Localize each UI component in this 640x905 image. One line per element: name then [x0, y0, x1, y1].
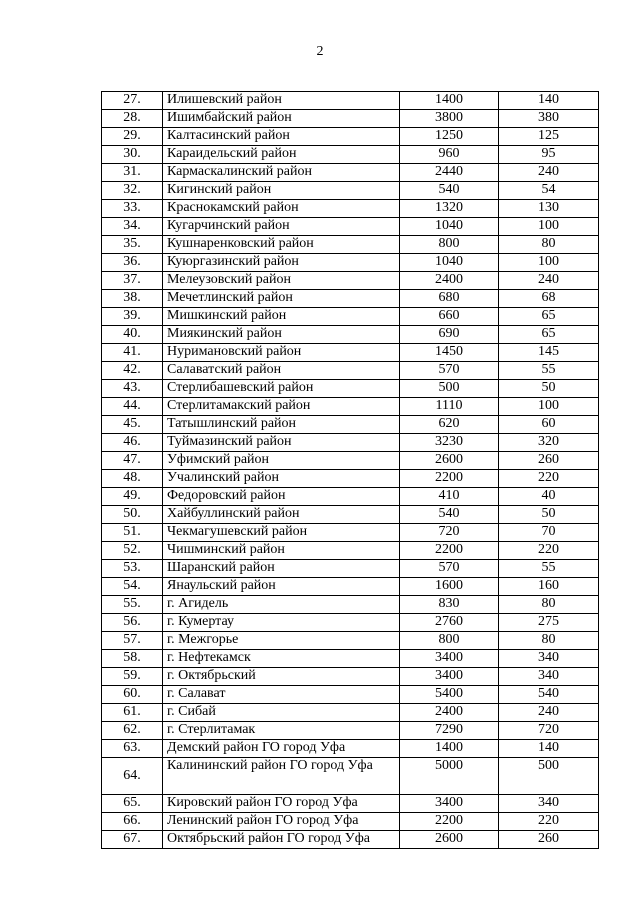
- district-name: Ленинский район ГО город Уфа: [163, 813, 400, 831]
- value-1: 1040: [400, 218, 499, 236]
- value-1: 7290: [400, 722, 499, 740]
- row-number: 67.: [102, 831, 163, 849]
- value-1: 690: [400, 326, 499, 344]
- row-number: 45.: [102, 416, 163, 434]
- value-2: 240: [499, 704, 599, 722]
- table-row: [102, 470, 599, 488]
- table-row: [102, 686, 599, 704]
- value-1: 2400: [400, 272, 499, 290]
- value-2: 540: [499, 686, 599, 704]
- table-row: [102, 380, 599, 398]
- district-name: г. Октябрьский: [163, 668, 400, 686]
- row-number: 57.: [102, 632, 163, 650]
- district-name: Караидельский район: [163, 146, 400, 164]
- district-name: Нуримановский район: [163, 344, 400, 362]
- row-number: 27.: [102, 92, 163, 110]
- value-1: 2760: [400, 614, 499, 632]
- value-2: 65: [499, 326, 599, 344]
- value-1: 2600: [400, 452, 499, 470]
- value-1: 570: [400, 362, 499, 380]
- district-name: г. Межгорье: [163, 632, 400, 650]
- value-1: 410: [400, 488, 499, 506]
- table-row: [102, 398, 599, 416]
- row-number: 56.: [102, 614, 163, 632]
- row-number: 59.: [102, 668, 163, 686]
- table-row: [102, 650, 599, 668]
- value-1: 660: [400, 308, 499, 326]
- table-row: [102, 218, 599, 236]
- value-1: 720: [400, 524, 499, 542]
- table-row: [102, 182, 599, 200]
- row-number: 66.: [102, 813, 163, 831]
- table-row: [102, 344, 599, 362]
- table-row: [102, 200, 599, 218]
- value-1: 5400: [400, 686, 499, 704]
- row-number: 51.: [102, 524, 163, 542]
- value-1: 960: [400, 146, 499, 164]
- row-number: 48.: [102, 470, 163, 488]
- page-number: 2: [316, 44, 324, 59]
- table-row: [102, 831, 599, 849]
- value-2: 54: [499, 182, 599, 200]
- value-2: 130: [499, 200, 599, 218]
- row-number: 49.: [102, 488, 163, 506]
- value-1: 1250: [400, 128, 499, 146]
- row-number: 60.: [102, 686, 163, 704]
- table-row: [102, 488, 599, 506]
- row-number: 61.: [102, 704, 163, 722]
- table-row: [102, 92, 599, 110]
- value-1: 570: [400, 560, 499, 578]
- district-name: Калининский район ГО город Уфа: [163, 758, 400, 795]
- value-2: 100: [499, 398, 599, 416]
- value-2: 340: [499, 650, 599, 668]
- district-name: Миякинский район: [163, 326, 400, 344]
- table-row: [102, 668, 599, 686]
- data-table: [101, 91, 599, 849]
- value-1: 1400: [400, 92, 499, 110]
- value-2: 60: [499, 416, 599, 434]
- value-1: 1600: [400, 578, 499, 596]
- table-row: [102, 128, 599, 146]
- row-number: 65.: [102, 795, 163, 813]
- row-number: 29.: [102, 128, 163, 146]
- district-name: Кармаскалинский район: [163, 164, 400, 182]
- value-1: 1400: [400, 740, 499, 758]
- value-2: 220: [499, 470, 599, 488]
- value-2: 80: [499, 236, 599, 254]
- value-1: 5000: [400, 758, 499, 795]
- row-number: 36.: [102, 254, 163, 272]
- row-number: 46.: [102, 434, 163, 452]
- district-name: Кугарчинский район: [163, 218, 400, 236]
- table-row: [102, 290, 599, 308]
- row-number: 42.: [102, 362, 163, 380]
- value-1: 540: [400, 506, 499, 524]
- district-name: г. Агидель: [163, 596, 400, 614]
- value-2: 100: [499, 218, 599, 236]
- table-row: [102, 722, 599, 740]
- table-row: [102, 795, 599, 813]
- value-2: 240: [499, 164, 599, 182]
- district-name: Стерлитамакский район: [163, 398, 400, 416]
- value-2: 70: [499, 524, 599, 542]
- row-number: 58.: [102, 650, 163, 668]
- district-name: Кигинский район: [163, 182, 400, 200]
- district-name: Татышлинский район: [163, 416, 400, 434]
- row-number: 62.: [102, 722, 163, 740]
- table-row: [102, 542, 599, 560]
- district-name: Шаранский район: [163, 560, 400, 578]
- district-name: Стерлибашевский район: [163, 380, 400, 398]
- value-2: 720: [499, 722, 599, 740]
- district-name: г. Сибай: [163, 704, 400, 722]
- value-1: 2440: [400, 164, 499, 182]
- value-2: 260: [499, 831, 599, 849]
- value-2: 220: [499, 542, 599, 560]
- table-row: [102, 362, 599, 380]
- table-row: [102, 272, 599, 290]
- row-number: 33.: [102, 200, 163, 218]
- value-1: 1450: [400, 344, 499, 362]
- value-2: 160: [499, 578, 599, 596]
- value-1: 680: [400, 290, 499, 308]
- district-name: Илишевский район: [163, 92, 400, 110]
- table-row: [102, 758, 599, 795]
- value-1: 1040: [400, 254, 499, 272]
- row-number: 39.: [102, 308, 163, 326]
- value-1: 3400: [400, 650, 499, 668]
- value-2: 55: [499, 362, 599, 380]
- row-number: 50.: [102, 506, 163, 524]
- value-2: 40: [499, 488, 599, 506]
- value-2: 50: [499, 380, 599, 398]
- table-row: [102, 254, 599, 272]
- row-number: 53.: [102, 560, 163, 578]
- value-2: 500: [499, 758, 599, 795]
- table-row: [102, 813, 599, 831]
- district-name: Мечетлинский район: [163, 290, 400, 308]
- value-1: 500: [400, 380, 499, 398]
- district-name: Кушнаренковский район: [163, 236, 400, 254]
- value-2: 55: [499, 560, 599, 578]
- value-2: 95: [499, 146, 599, 164]
- table-row: [102, 452, 599, 470]
- value-1: 800: [400, 236, 499, 254]
- district-name: Калтасинский район: [163, 128, 400, 146]
- row-number: 35.: [102, 236, 163, 254]
- district-name: Кировский район ГО город Уфа: [163, 795, 400, 813]
- table-row: [102, 110, 599, 128]
- value-1: 2200: [400, 813, 499, 831]
- value-1: 1320: [400, 200, 499, 218]
- table-row: [102, 740, 599, 758]
- value-2: 145: [499, 344, 599, 362]
- row-number: 40.: [102, 326, 163, 344]
- district-name: Краснокамский район: [163, 200, 400, 218]
- row-number: 52.: [102, 542, 163, 560]
- district-name: г. Салават: [163, 686, 400, 704]
- value-1: 1110: [400, 398, 499, 416]
- table-row: [102, 524, 599, 542]
- value-2: 80: [499, 596, 599, 614]
- row-number: 31.: [102, 164, 163, 182]
- table-row: [102, 614, 599, 632]
- row-number: 30.: [102, 146, 163, 164]
- value-1: 3400: [400, 668, 499, 686]
- district-name: Туймазинский район: [163, 434, 400, 452]
- table-row: [102, 506, 599, 524]
- row-number: 55.: [102, 596, 163, 614]
- row-number: 41.: [102, 344, 163, 362]
- value-1: 800: [400, 632, 499, 650]
- district-name: Уфимский район: [163, 452, 400, 470]
- row-number: 28.: [102, 110, 163, 128]
- row-number: 38.: [102, 290, 163, 308]
- value-1: 830: [400, 596, 499, 614]
- value-2: 50: [499, 506, 599, 524]
- table-row: [102, 704, 599, 722]
- value-2: 320: [499, 434, 599, 452]
- value-2: 140: [499, 740, 599, 758]
- district-name: Ишимбайский район: [163, 110, 400, 128]
- table-body: [102, 92, 599, 849]
- row-number: 64.: [102, 758, 163, 795]
- district-name: г. Нефтекамск: [163, 650, 400, 668]
- district-name: Чишминский район: [163, 542, 400, 560]
- value-1: 3230: [400, 434, 499, 452]
- value-2: 340: [499, 795, 599, 813]
- value-2: 80: [499, 632, 599, 650]
- district-name: Чекмагушевский район: [163, 524, 400, 542]
- value-2: 125: [499, 128, 599, 146]
- value-1: 2400: [400, 704, 499, 722]
- row-number: 63.: [102, 740, 163, 758]
- row-number: 37.: [102, 272, 163, 290]
- value-1: 2600: [400, 831, 499, 849]
- district-name: Мишкинский район: [163, 308, 400, 326]
- district-name: Федоровский район: [163, 488, 400, 506]
- value-2: 68: [499, 290, 599, 308]
- row-number: 34.: [102, 218, 163, 236]
- row-number: 47.: [102, 452, 163, 470]
- value-2: 340: [499, 668, 599, 686]
- value-2: 65: [499, 308, 599, 326]
- district-name: Учалинский район: [163, 470, 400, 488]
- row-number: 43.: [102, 380, 163, 398]
- table-row: [102, 632, 599, 650]
- table-row: [102, 146, 599, 164]
- district-name: Демский район ГО город Уфа: [163, 740, 400, 758]
- row-number: 44.: [102, 398, 163, 416]
- row-number: 32.: [102, 182, 163, 200]
- district-name: г. Стерлитамак: [163, 722, 400, 740]
- value-2: 140: [499, 92, 599, 110]
- district-name: Мелеузовский район: [163, 272, 400, 290]
- value-2: 100: [499, 254, 599, 272]
- table-row: [102, 560, 599, 578]
- district-name: Салаватский район: [163, 362, 400, 380]
- table-row: [102, 308, 599, 326]
- table-row: [102, 416, 599, 434]
- district-name: Хайбуллинский район: [163, 506, 400, 524]
- row-number: 54.: [102, 578, 163, 596]
- district-name: Октябрьский район ГО город Уфа: [163, 831, 400, 849]
- value-1: 2200: [400, 542, 499, 560]
- table-row: [102, 164, 599, 182]
- value-2: 380: [499, 110, 599, 128]
- value-1: 3800: [400, 110, 499, 128]
- table-row: [102, 596, 599, 614]
- value-2: 275: [499, 614, 599, 632]
- district-name: Куюргазинский район: [163, 254, 400, 272]
- district-name: г. Кумертау: [163, 614, 400, 632]
- table-row: [102, 578, 599, 596]
- value-1: 2200: [400, 470, 499, 488]
- table-row: [102, 434, 599, 452]
- value-1: 540: [400, 182, 499, 200]
- district-name: Янаульский район: [163, 578, 400, 596]
- table-row: [102, 236, 599, 254]
- value-2: 220: [499, 813, 599, 831]
- value-2: 260: [499, 452, 599, 470]
- value-1: 620: [400, 416, 499, 434]
- value-2: 240: [499, 272, 599, 290]
- value-1: 3400: [400, 795, 499, 813]
- table-row: [102, 326, 599, 344]
